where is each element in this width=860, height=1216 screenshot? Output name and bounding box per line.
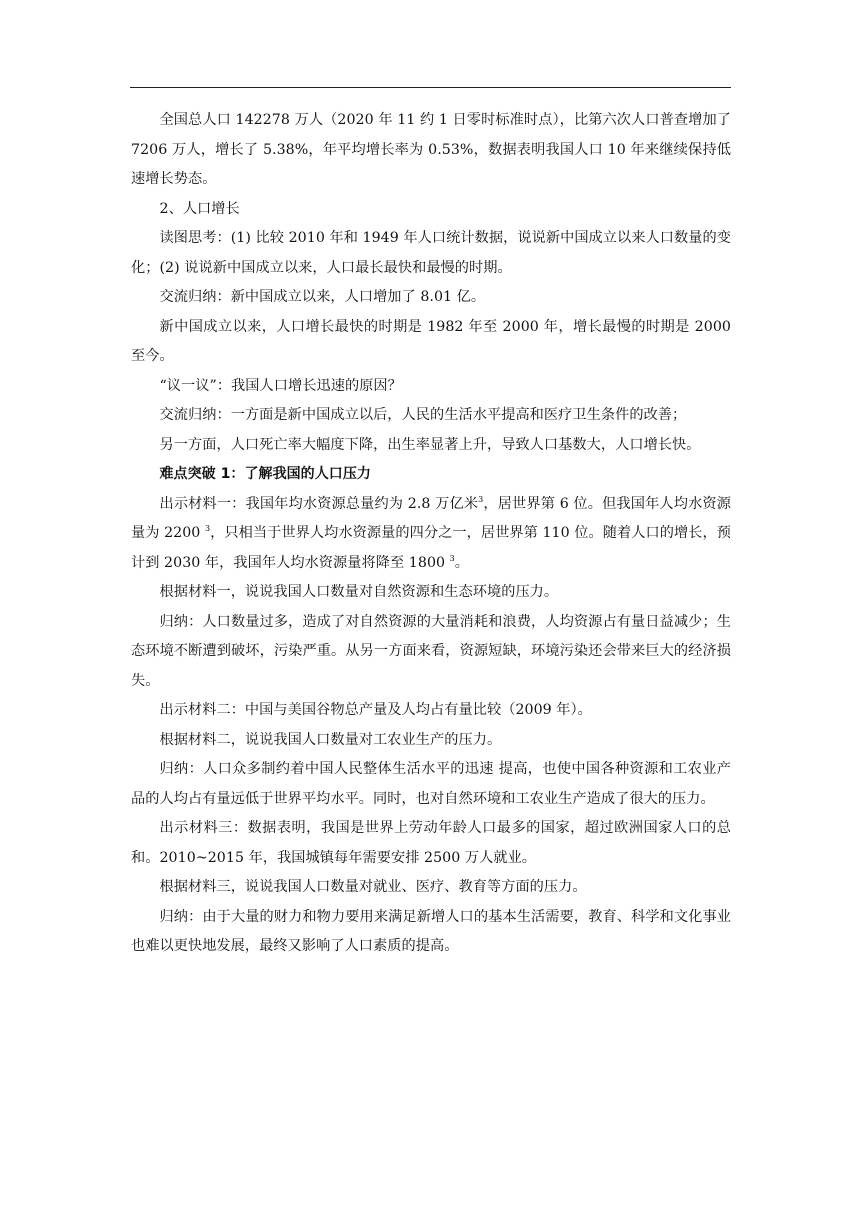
paragraph-summary-resources: 归纳：人口数量过多，造成了对自然资源的大量消耗和浪费，人均资源占有量日益减少；生态环境不断遭到破坏，污染严重。从另一方面来看，资源短缺，环境污染还会带来巨大的经济损失。: [131, 613, 731, 689]
material-one-text-3: ，只相当于世界人均水资源量的四分之一，居世界第 110 位。随着人口的增长，预计到 2030 年，我国年人均水资源量将降至 1800: [131, 525, 731, 571]
material-one-text-2: ，居世界第 6 位。但我国年人均水资源量为 2200: [131, 495, 731, 541]
heading-difficulty-breakthrough: 难点突破 1：了解我国的人口压力: [159, 466, 371, 482]
paragraph-growth-periods: 新中国成立以来，人口增长最快的时期是 1982 年至 2000 年，增长最慢的时期是 2000 至今。: [131, 318, 731, 364]
material-one-text-4: 。: [454, 554, 470, 571]
superscript-3: 3: [478, 494, 484, 504]
header-rule: [130, 87, 731, 88]
material-one-text-1: 出示材料一：我国年均水资源总量约为 2.8 万亿米: [159, 495, 479, 512]
paragraph-material-two: 出示材料二：中国与美国谷物总产量及人均占有量比较（2009 年）。: [159, 702, 592, 718]
superscript-3: 3: [449, 553, 455, 563]
section-title-population-growth: 2、人口增长: [159, 200, 240, 217]
paragraph-census-summary: 全国总人口 142278 万人（2020 年 11 约 1 日零时标准时点），比第六次人口普查增加了 7206 万人，增长了 5.38%，年平均增长率为 0.53%，数据表明我国人口 10 年来继续保持低速增长势态。: [131, 112, 731, 187]
paragraph-growth-cause-one: 交流归纳：一方面是新中国成立以后，人民的生活水平提高和医疗卫生条件的改善；: [159, 407, 687, 423]
paragraph-reading-questions: 读图思考：(1) 比较 2010 年和 1949 年人口统计数据，说说新中国成立以来人口数量的变化；(2) 说说新中国成立以来，人口最长最快和最慢的时期。: [131, 230, 731, 276]
document-body: [131, 106, 731, 962]
paragraph-discussion-prompt: “议一议”：我国人口增长迅速的原因？: [159, 377, 402, 394]
paragraph-summary-employment: 归纳：由于大量的财力和物力要用来满足新增人口的基本生活需要，教育、科学和文化事业也难以更快地发展，最终又影响了人口素质的提高。: [131, 908, 731, 954]
paragraph-question-material-three: 根据材料三，说说我国人口数量对就业、医疗、教育等方面的压力。: [159, 879, 587, 895]
paragraph-material-three: 出示材料三：数据表明，我国是世界上劳动年龄人口最多的国家，超过欧洲国家人口的总和。2010~2015 年，我国城镇每年需要安排 2500 万人就业。: [131, 820, 731, 866]
paragraph-growth-conclusion: 交流归纳：新中国成立以来，人口增加了 8.01 亿。: [159, 289, 486, 305]
paragraph-growth-cause-two: 另一方面，人口死亡率大幅度下降，出生率显著上升，导致人口基数大，人口增长快。: [159, 436, 701, 453]
paragraph-question-material-two: 根据材料二，说说我国人口数量对工农业生产的压力。: [159, 731, 502, 748]
paragraph-material-one: [131, 490, 731, 579]
paragraph-question-material-one: 根据材料一，说说我国人口数量对自然资源和生态环境的压力。: [159, 584, 559, 600]
superscript-3: 3: [204, 524, 211, 533]
paragraph-summary-production: 归纳：人口众多制约着中国人民整体生活水平的迅速 提高，也使中国各种资源和工农业产品的人均占有量远低于世界平均水平。同时，也对自然环境和工农业生产造成了很大的压力。: [131, 761, 731, 807]
